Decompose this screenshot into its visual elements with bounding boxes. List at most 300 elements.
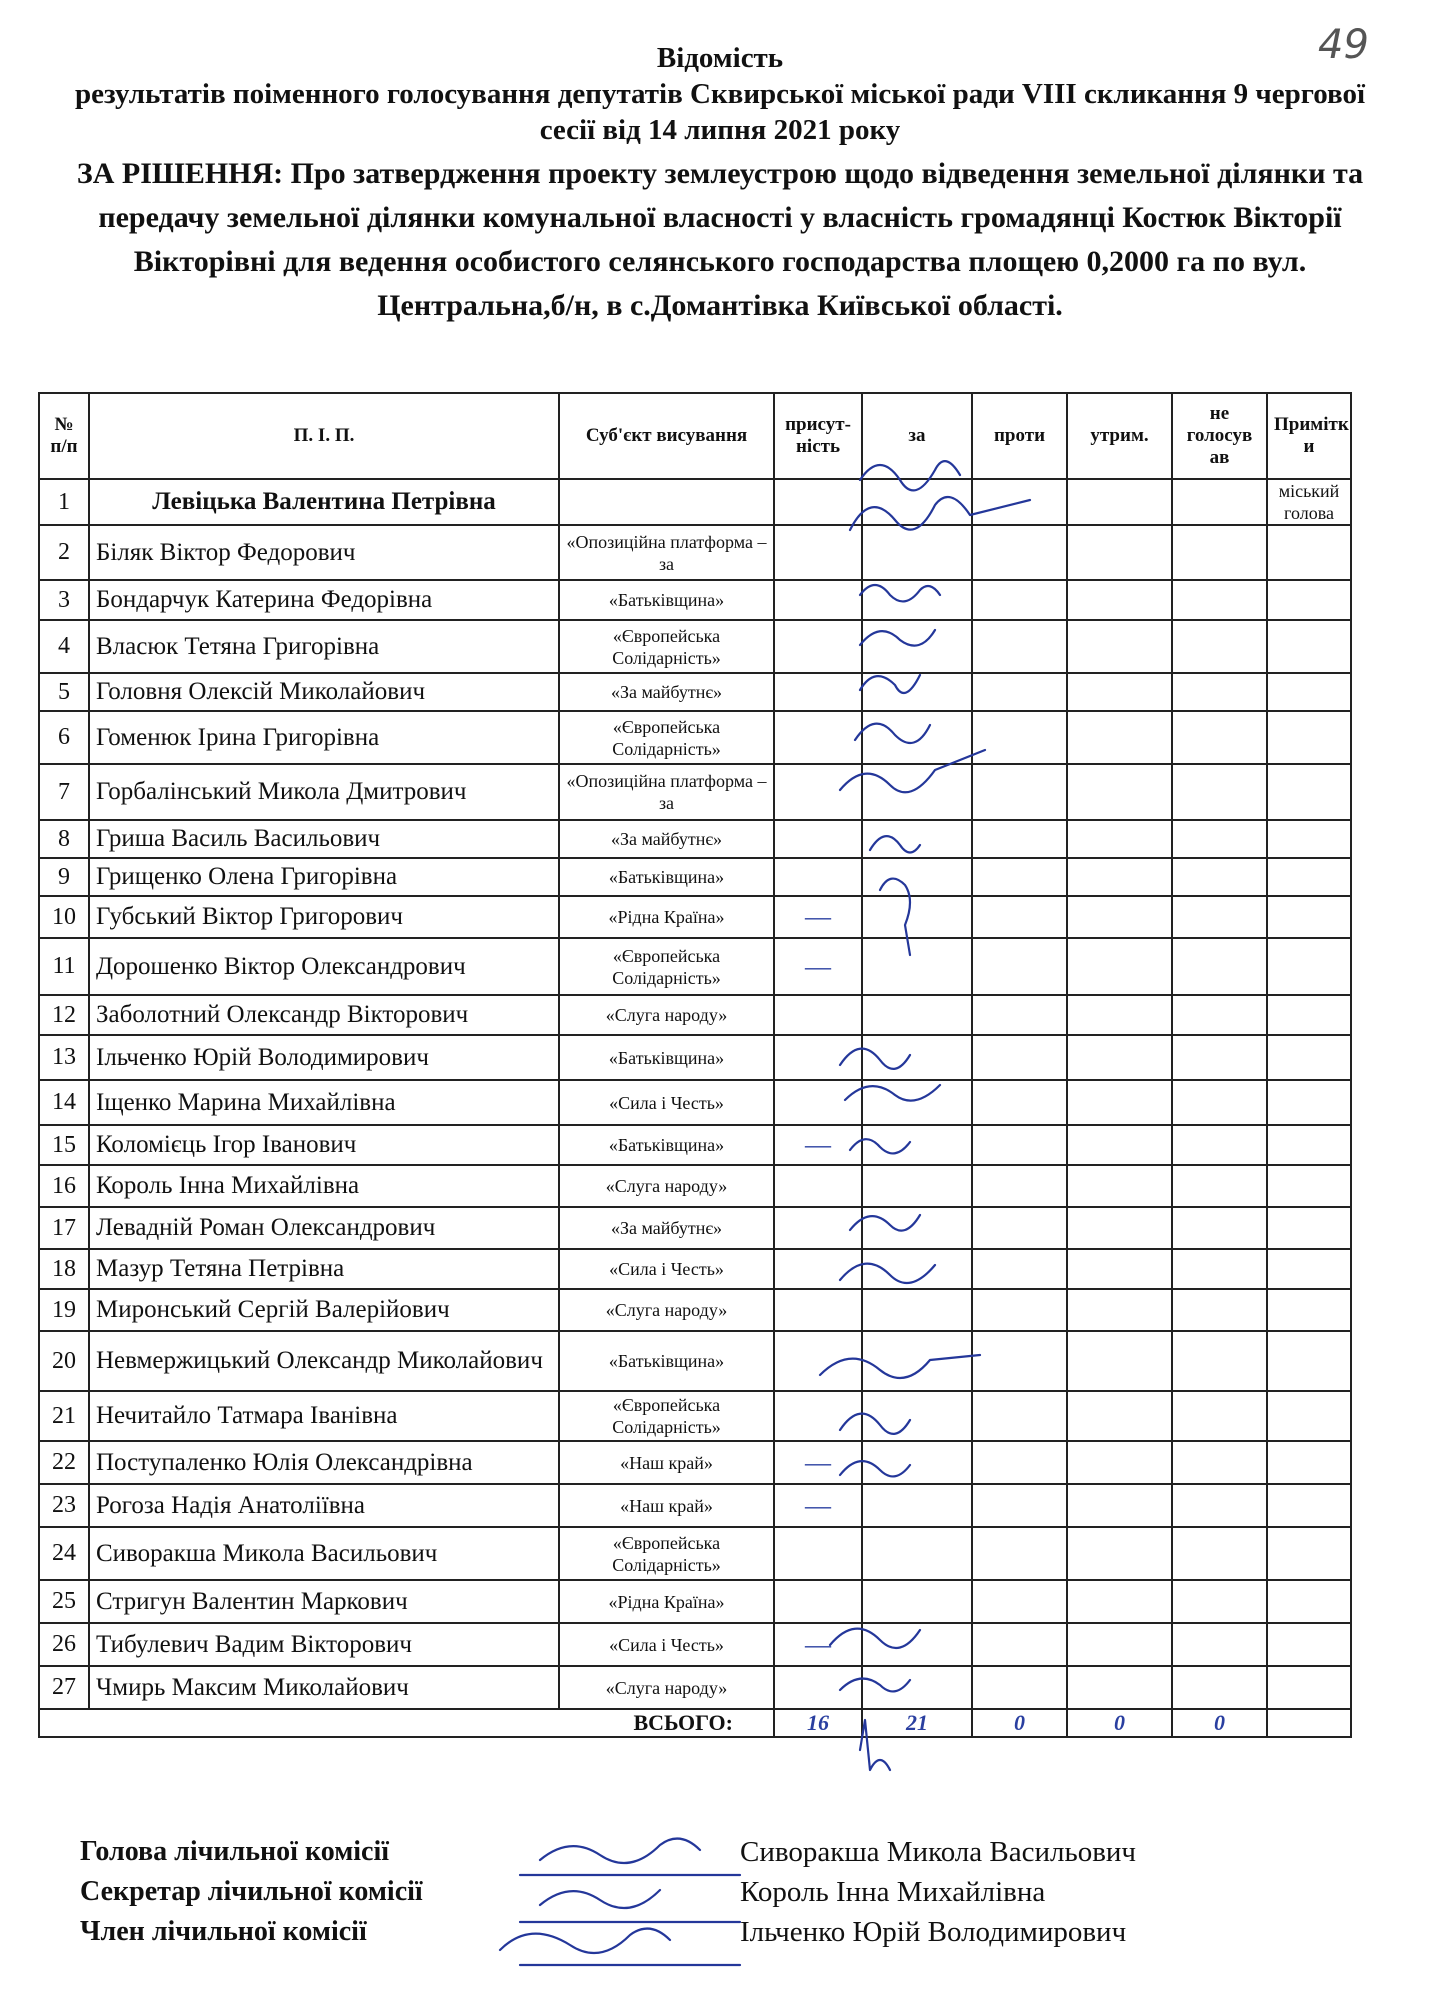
header-name: П. І. П. [89,393,559,479]
party-name: «Сила і Честь» [559,1249,774,1289]
commission-row [80,1912,1330,1952]
deputy-name: Коломієць Ігор Іванович [89,1125,559,1165]
vote-abstain-cell [1067,1289,1172,1331]
header-against: проти [972,393,1067,479]
note-cell [1267,1165,1351,1207]
row-number: 26 [39,1623,89,1666]
vote-against-cell [972,1289,1067,1331]
page-number: 49 [1318,22,1369,68]
vote-abstain-cell [1067,1165,1172,1207]
present-mark: — [774,1623,862,1666]
note-cell [1267,1207,1351,1249]
table-row [39,1391,1351,1441]
vote-against-cell [972,711,1067,764]
vote-not-voted-cell [1172,1441,1267,1484]
row-number: 12 [39,995,89,1035]
row-number: 25 [39,1580,89,1623]
commission-member-name: Ільченко Юрій Володимирович [740,1915,1127,1948]
row-number: 22 [39,1441,89,1484]
row-number: 17 [39,1207,89,1249]
present-mark: — [774,1484,862,1527]
vote-against-cell [972,525,1067,580]
vote-abstain-cell [1067,1666,1172,1709]
vote-against-cell [972,1125,1067,1165]
deputy-name: Ільченко Юрій Володимирович [89,1035,559,1080]
table-row [39,1035,1351,1080]
row-number: 8 [39,820,89,858]
row-number: 23 [39,1484,89,1527]
table-row [39,1080,1351,1125]
vote-abstain-cell [1067,1035,1172,1080]
vote-against-cell [972,620,1067,673]
row-number: 5 [39,673,89,711]
deputy-name: Іщенко Марина Михайлівна [89,1080,559,1125]
party-name: «Батьківщина» [559,858,774,896]
vote-not-voted-cell [1172,1666,1267,1709]
vote-abstain-cell [1067,1484,1172,1527]
vote-against-cell [972,1249,1067,1289]
vote-against-cell [972,858,1067,896]
vote-against-cell [972,1207,1067,1249]
note-cell [1267,1331,1351,1391]
present-mark [774,1666,862,1709]
table-row [39,620,1351,673]
header-not-voted: не голосув ав [1172,393,1267,479]
vote-not-voted-cell [1172,1527,1267,1580]
note-cell [1267,820,1351,858]
note-cell [1267,858,1351,896]
vote-abstain-cell [1067,938,1172,995]
note-cell [1267,1666,1351,1709]
note-cell [1267,711,1351,764]
deputy-name: Чмирь Максим Миколайович [89,1666,559,1709]
vote-for-cell [862,820,972,858]
party-name: «Європейська Солідарність» [559,711,774,764]
vote-against-cell [972,1580,1067,1623]
table-row [39,1331,1351,1391]
table-row [39,1289,1351,1331]
party-name: «Сила і Честь» [559,1623,774,1666]
header-note: Примітк и [1267,393,1351,479]
vote-not-voted-cell [1172,580,1267,620]
deputy-name: Губський Віктор Григорович [89,896,559,938]
vote-for-cell [862,1249,972,1289]
table-row [39,820,1351,858]
total-not-voted: 0 [1172,1709,1267,1737]
row-number: 18 [39,1249,89,1289]
vote-abstain-cell [1067,1125,1172,1165]
vote-against-cell [972,820,1067,858]
present-mark [774,1165,862,1207]
table-row [39,1527,1351,1580]
document-title: Відомість [656,42,784,74]
present-mark [774,1331,862,1391]
table-header-row [39,393,1351,479]
deputy-name: Рогоза Надія Анатоліївна [89,1484,559,1527]
present-mark: — [774,1441,862,1484]
vote-abstain-cell [1067,580,1172,620]
note-cell [1267,1391,1351,1441]
vote-for-cell [862,673,972,711]
deputy-name: Левіцька Валентина Петрівна [89,479,559,525]
vote-for-cell [862,1527,972,1580]
deputy-name: Бондарчук Катерина Федорівна [89,580,559,620]
deputy-name: Стригун Валентин Маркович [89,1580,559,1623]
header-party: Суб'єкт висування [559,393,774,479]
note-cell [1267,938,1351,995]
vote-not-voted-cell [1172,1391,1267,1441]
present-mark [774,1080,862,1125]
deputy-name: Гоменюк Ірина Григорівна [89,711,559,764]
note-cell [1267,995,1351,1035]
deputy-name: Поступаленко Юлія Олександрівна [89,1441,559,1484]
table-row [39,896,1351,938]
present-mark: — [774,896,862,938]
vote-abstain-cell [1067,711,1172,764]
present-mark [774,580,862,620]
vote-against-cell [972,938,1067,995]
table-row [39,1165,1351,1207]
vote-for-cell [862,1666,972,1709]
party-name: «Батьківщина» [559,1125,774,1165]
vote-against-cell [972,580,1067,620]
vote-for-cell [862,711,972,764]
vote-against-cell [972,1623,1067,1666]
row-number: 21 [39,1391,89,1441]
vote-abstain-cell [1067,995,1172,1035]
vote-abstain-cell [1067,820,1172,858]
note-cell [1267,896,1351,938]
row-number: 27 [39,1666,89,1709]
vote-abstain-cell [1067,1580,1172,1623]
header-present: присут-ність [774,393,862,479]
table-row [39,995,1351,1035]
row-number: 20 [39,1331,89,1391]
row-number: 19 [39,1289,89,1331]
party-name: «Європейська Солідарність» [559,620,774,673]
vote-for-cell [862,764,972,820]
vote-not-voted-cell [1172,938,1267,995]
party-name: «Слуга народу» [559,1289,774,1331]
vote-not-voted-cell [1172,1331,1267,1391]
present-mark [774,820,862,858]
vote-against-cell [972,1391,1067,1441]
vote-against-cell [972,479,1067,525]
vote-not-voted-cell [1172,858,1267,896]
deputy-name: Тибулевич Вадим Вікторович [89,1623,559,1666]
vote-abstain-cell [1067,896,1172,938]
vote-abstain-cell [1067,1623,1172,1666]
vote-not-voted-cell [1172,1165,1267,1207]
row-number: 24 [39,1527,89,1580]
vote-against-cell [972,1666,1067,1709]
vote-for-cell [862,1484,972,1527]
table-row [39,525,1351,580]
party-name [559,479,774,525]
present-mark [774,1249,862,1289]
table-body [39,479,1351,1709]
table-row [39,938,1351,995]
vote-abstain-cell [1067,1527,1172,1580]
vote-not-voted-cell [1172,673,1267,711]
total-against: 0 [972,1709,1067,1737]
vote-against-cell [972,1165,1067,1207]
row-number: 4 [39,620,89,673]
row-number: 10 [39,896,89,938]
present-mark [774,1289,862,1331]
table-row [39,1207,1351,1249]
party-name: «Слуга народу» [559,1666,774,1709]
total-abstain: 0 [1067,1709,1172,1737]
commission-role: Секретар лічильної комісії [80,1876,423,1907]
vote-not-voted-cell [1172,1035,1267,1080]
party-name: «Батьківщина» [559,1035,774,1080]
vote-abstain-cell [1067,1331,1172,1391]
vote-abstain-cell [1067,764,1172,820]
row-number: 3 [39,580,89,620]
vote-not-voted-cell [1172,896,1267,938]
total-present: 16 [774,1709,862,1737]
vote-not-voted-cell [1172,1125,1267,1165]
vote-abstain-cell [1067,1207,1172,1249]
note-cell [1267,1249,1351,1289]
note-cell [1267,580,1351,620]
deputy-name: Гриша Василь Васильович [89,820,559,858]
vote-for-cell [862,1580,972,1623]
vote-abstain-cell [1067,1249,1172,1289]
note-cell [1267,764,1351,820]
vote-for-cell [862,896,972,938]
table-row [39,858,1351,896]
total-label: ВСЬОГО: [39,1709,774,1737]
vote-against-cell [972,1527,1067,1580]
vote-against-cell [972,673,1067,711]
deputy-name: Левадній Роман Олександрович [89,1207,559,1249]
row-number: 2 [39,525,89,580]
vote-not-voted-cell [1172,820,1267,858]
present-mark [774,620,862,673]
table-row [39,580,1351,620]
vote-for-cell [862,1441,972,1484]
row-number: 15 [39,1125,89,1165]
table-row [39,711,1351,764]
vote-against-cell [972,995,1067,1035]
present-mark [774,1580,862,1623]
vote-for-cell [862,1623,972,1666]
total-for: 21 [862,1709,972,1737]
vote-not-voted-cell [1172,620,1267,673]
vote-abstain-cell [1067,479,1172,525]
present-mark [774,1391,862,1441]
vote-not-voted-cell [1172,1289,1267,1331]
note-cell [1267,1125,1351,1165]
note-cell [1267,1035,1351,1080]
table-row [39,1580,1351,1623]
row-number: 13 [39,1035,89,1080]
vote-against-cell [972,1080,1067,1125]
table-row [39,479,1351,525]
vote-against-cell [972,1441,1067,1484]
party-name: «Європейська Солідарність» [559,1391,774,1441]
present-mark [774,525,862,580]
note-cell [1267,1289,1351,1331]
note-cell [1267,673,1351,711]
vote-for-cell [862,1391,972,1441]
note-cell [1267,1580,1351,1623]
table-row [39,764,1351,820]
deputy-name: Горбалінський Микола Дмитрович [89,764,559,820]
deputy-name: Невмержицький Олександр Миколайович [89,1331,559,1391]
vote-not-voted-cell [1172,995,1267,1035]
party-name: «За майбутнє» [559,673,774,711]
note-cell: міський голова [1267,479,1351,525]
present-mark: — [774,1125,862,1165]
vote-abstain-cell [1067,673,1172,711]
commission-role: Голова лічильної комісії [80,1836,390,1867]
table-row [39,1249,1351,1289]
present-mark [774,1527,862,1580]
party-name: «Батьківщина» [559,1331,774,1391]
deputy-name: Заболотний Олександр Вікторович [89,995,559,1035]
vote-not-voted-cell [1172,525,1267,580]
commission-member-name: Сиворакша Микола Васильович [740,1835,1137,1868]
party-name: «Сила і Честь» [559,1080,774,1125]
vote-for-cell [862,479,972,525]
note-cell [1267,1623,1351,1666]
deputy-name: Головня Олексій Миколайович [89,673,559,711]
vote-abstain-cell [1067,1391,1172,1441]
header-num: № п/п [39,393,89,479]
vote-for-cell [862,620,972,673]
total-note-cell [1267,1709,1351,1737]
row-number: 14 [39,1080,89,1125]
deputy-name: Мазур Тетяна Петрівна [89,1249,559,1289]
note-cell [1267,1527,1351,1580]
party-name: «Наш край» [559,1484,774,1527]
header-for: за [862,393,972,479]
present-mark [774,1207,862,1249]
party-name: «Рідна Країна» [559,896,774,938]
party-name: «Слуга народу» [559,995,774,1035]
vote-not-voted-cell [1172,1623,1267,1666]
note-cell [1267,1441,1351,1484]
document-subtitle: результатів поіменного голосування депутатів Сквирської міської ради VIII скликання 9 чергової сесії від 14 липня 2021 року [74,78,1366,146]
vote-not-voted-cell [1172,1207,1267,1249]
note-cell [1267,620,1351,673]
row-number: 1 [39,479,89,525]
row-number: 16 [39,1165,89,1207]
party-name: «Наш край» [559,1441,774,1484]
commission-block [80,1832,1330,1952]
vote-against-cell [972,1484,1067,1527]
commission-member-name: Король Інна Михайлівна [740,1875,1046,1908]
commission-row [80,1872,1330,1912]
vote-not-voted-cell [1172,1580,1267,1623]
vote-not-voted-cell [1172,479,1267,525]
party-name: «За майбутнє» [559,1207,774,1249]
vote-against-cell [972,1035,1067,1080]
vote-abstain-cell [1067,525,1172,580]
present-mark: — [774,938,862,995]
header-abstain: утрим. [1067,393,1172,479]
vote-for-cell [862,858,972,896]
note-cell [1267,1080,1351,1125]
vote-for-cell [862,525,972,580]
party-name: «Опозиційна платформа – за [559,525,774,580]
table-row [39,1623,1351,1666]
party-name: «Опозиційна платформа – за [559,764,774,820]
deputy-name: Дорошенко Віктор Олександрович [89,938,559,995]
deputy-name: Нечитайло Татмара Іванівна [89,1391,559,1441]
table-row [39,673,1351,711]
deputy-name: Біляк Віктор Федорович [89,525,559,580]
vote-abstain-cell [1067,620,1172,673]
vote-for-cell [862,1207,972,1249]
note-cell [1267,525,1351,580]
note-cell [1267,1484,1351,1527]
vote-not-voted-cell [1172,1484,1267,1527]
vote-not-voted-cell [1172,1249,1267,1289]
present-mark [774,479,862,525]
vote-for-cell [862,1331,972,1391]
vote-for-cell [862,1080,972,1125]
present-mark [774,673,862,711]
table-row [39,1666,1351,1709]
party-name: «Європейська Солідарність» [559,938,774,995]
deputy-name: Грищенко Олена Григорівна [89,858,559,896]
party-name: «За майбутнє» [559,820,774,858]
present-mark [774,1035,862,1080]
party-name: «Європейська Солідарність» [559,1527,774,1580]
vote-for-cell [862,1165,972,1207]
vote-abstain-cell [1067,1080,1172,1125]
row-number: 7 [39,764,89,820]
table-row [39,1484,1351,1527]
vote-abstain-cell [1067,858,1172,896]
vote-for-cell [862,1035,972,1080]
voting-table [38,392,1352,1738]
party-name: «Слуга народу» [559,1165,774,1207]
present-mark [774,858,862,896]
deputy-name: Сиворакша Микола Васильович [89,1527,559,1580]
vote-for-cell [862,1125,972,1165]
row-number: 9 [39,858,89,896]
deputy-name: Король Інна Михайлівна [89,1165,559,1207]
row-number: 6 [39,711,89,764]
vote-for-cell [862,995,972,1035]
row-number: 11 [39,938,89,995]
total-row [39,1709,1351,1737]
vote-against-cell [972,896,1067,938]
vote-not-voted-cell [1172,711,1267,764]
party-name: «Рідна Країна» [559,1580,774,1623]
decision-text: ЗА РІШЕННЯ: Про затвердження проекту землеустрою щодо відведення земельної ділянки та передачу земельної ділянки комунальної власності у власність громадянці Костюк Вікторії Вікторівні для ведення особистого селянського господарства площею 0,2000 га по вул. Центральна,б/н, в с.Домантівка Київської області. [76,157,1364,322]
deputy-name: Власюк Тетяна Григорівна [89,620,559,673]
vote-against-cell [972,1331,1067,1391]
deputy-name: Миронський Сергій Валерійович [89,1289,559,1331]
commission-role: Член лічильної комісії [80,1916,367,1947]
present-mark [774,764,862,820]
vote-for-cell [862,1289,972,1331]
party-name: «Батьківщина» [559,580,774,620]
table-row [39,1125,1351,1165]
vote-against-cell [972,764,1067,820]
table-row [39,1441,1351,1484]
vote-abstain-cell [1067,1441,1172,1484]
vote-for-cell [862,938,972,995]
document-header [60,40,1380,328]
present-mark [774,711,862,764]
